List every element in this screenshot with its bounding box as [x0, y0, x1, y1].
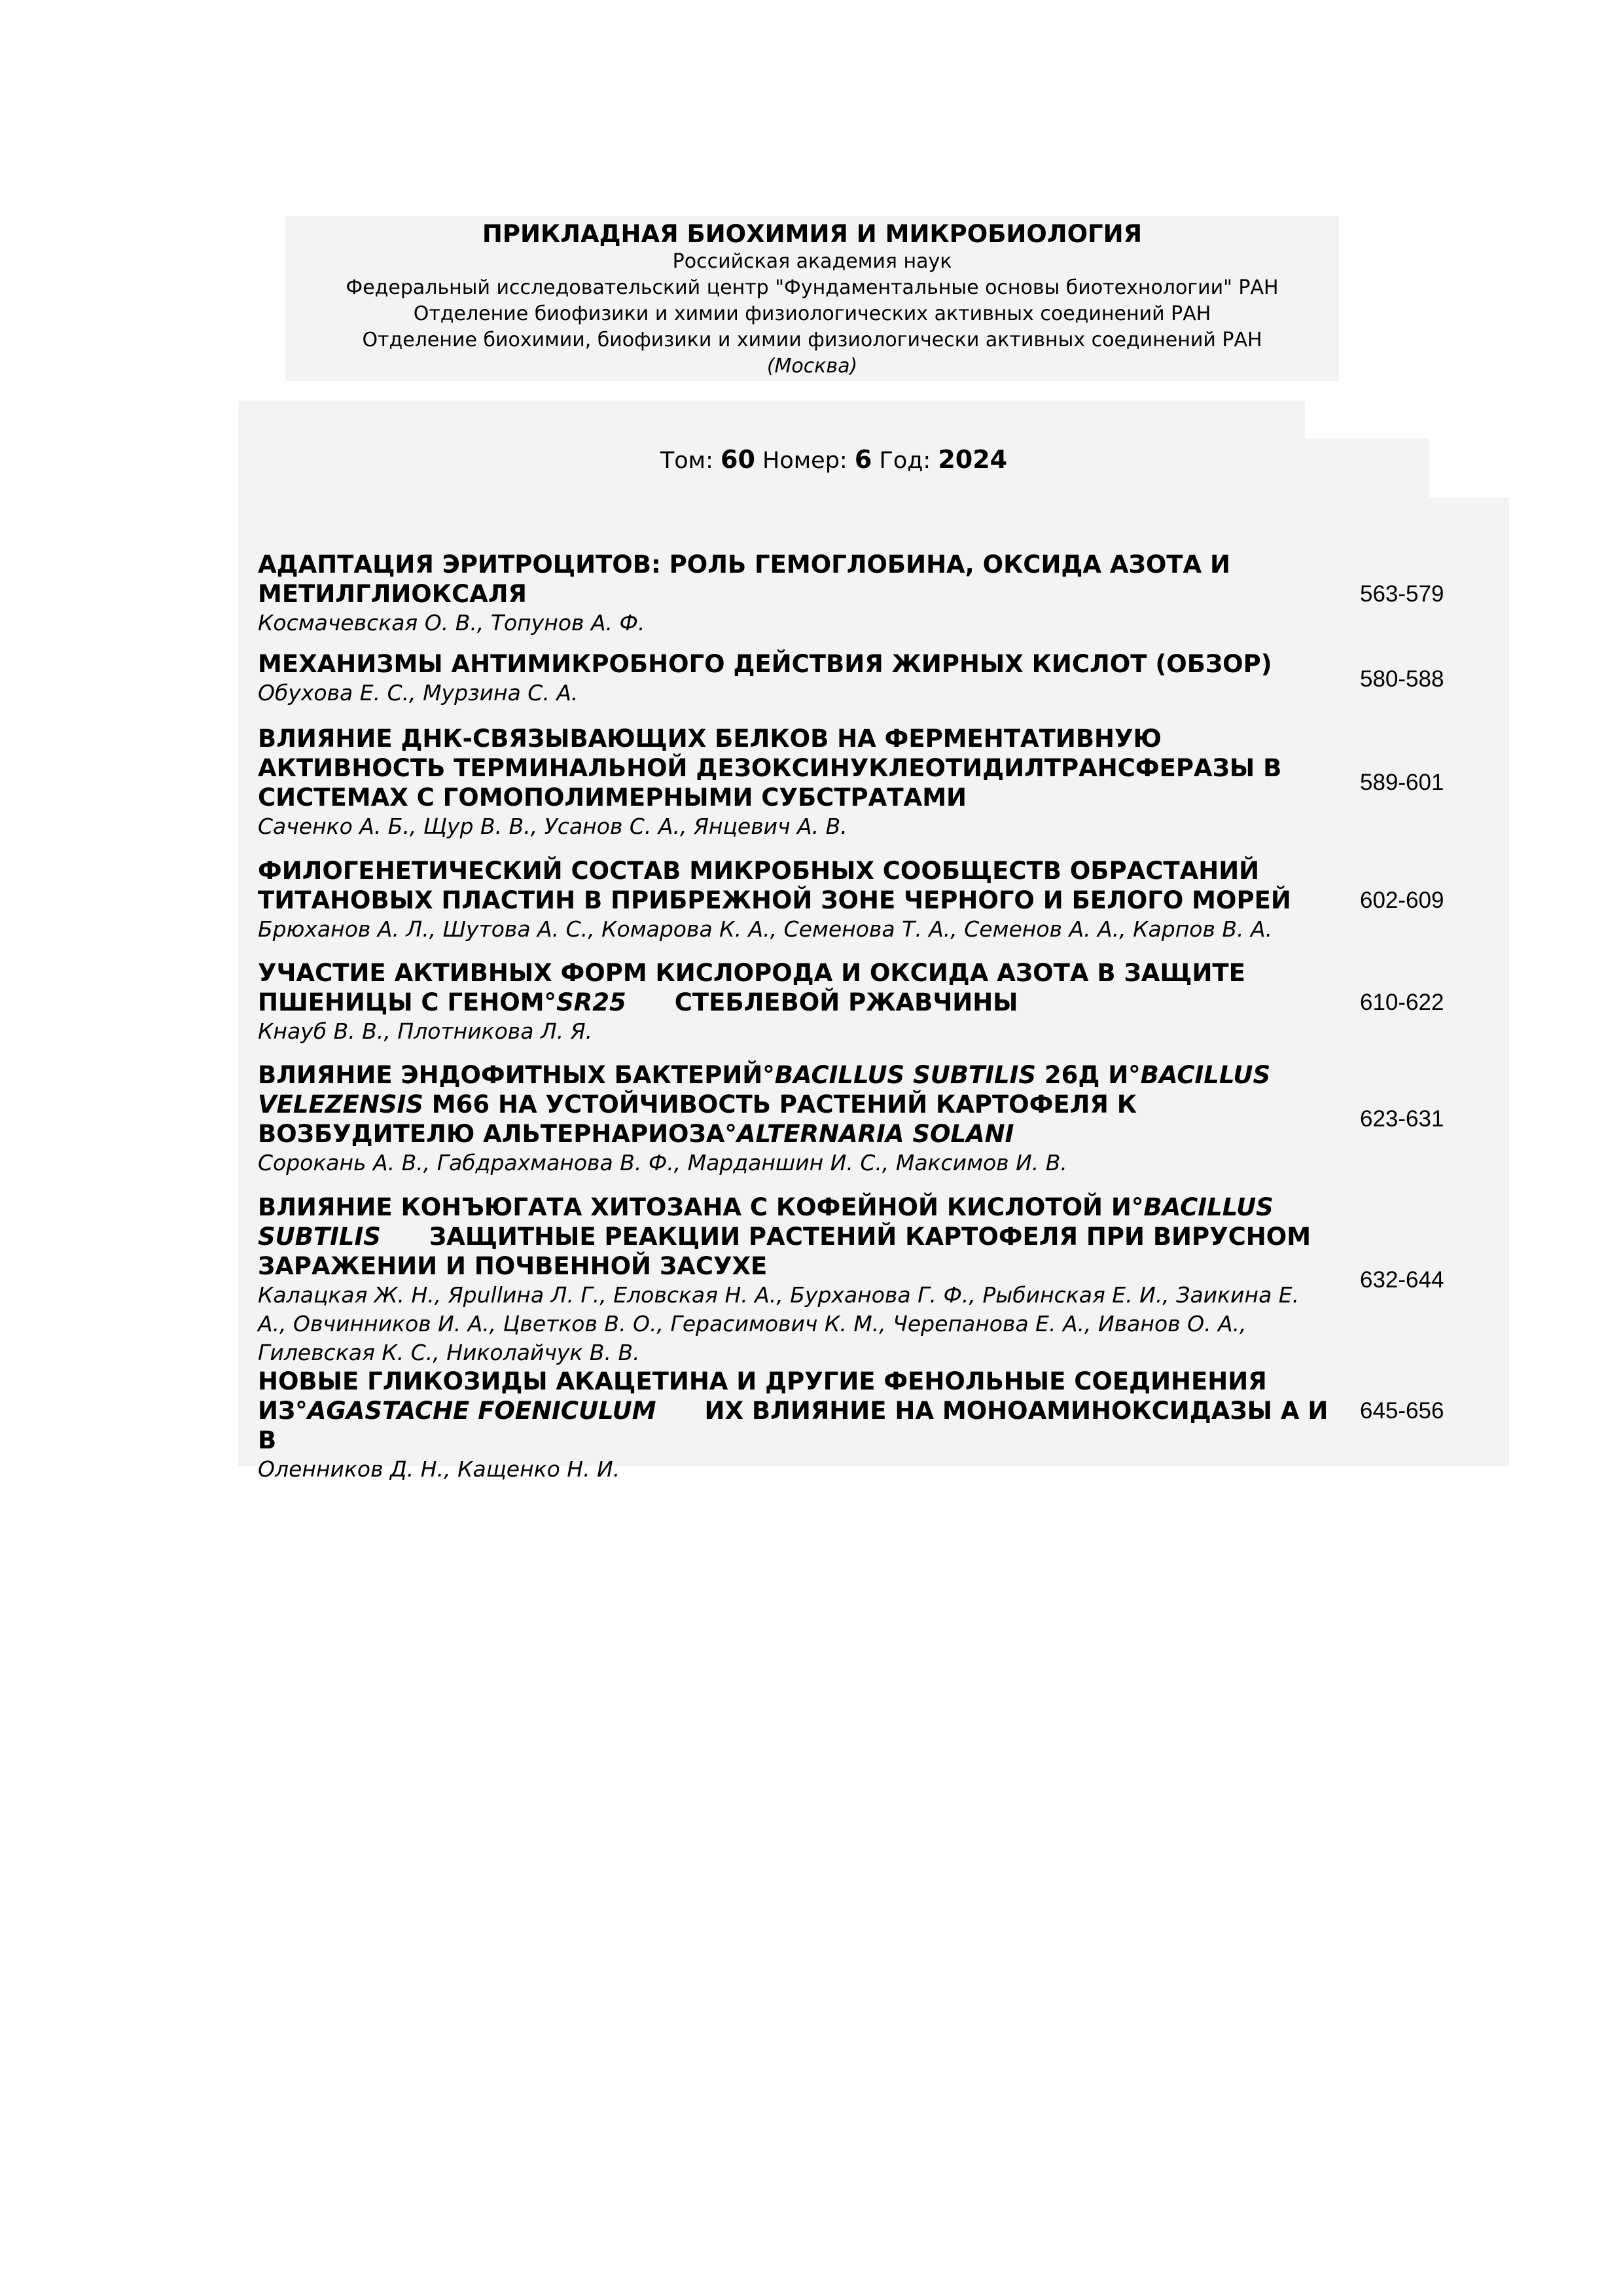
toc-entry[interactable]	[258, 1367, 1509, 1484]
article-pages: 580-588	[1360, 666, 1444, 692]
article-authors: Саченко А. Б., Щур В. В., Усанов С. А., Янцевич А. В.	[258, 814, 847, 839]
affiliation: Федеральный исследовательский центр "Фундаментальные основы биотехнологии" РАН	[346, 276, 1279, 299]
article-title[interactable]: НОВЫЕ ГЛИКОЗИДЫ АКАЦЕТИНА И ДРУГИЕ ФЕНОЛЬНЫЕ СОЕДИНЕНИЯ ИЗ°AGASTACHE FOENICULUM ИХ ВЛИЯНИЕ НА МОНОАМИНОКСИДАЗЫ А И В	[258, 1367, 1329, 1454]
volume-value: 60	[721, 445, 755, 474]
toc-entry[interactable]	[258, 958, 1509, 1046]
article-pages: 623-631	[1360, 1106, 1444, 1132]
article-authors: Космачевская О. В., Топунов А. Ф.	[258, 610, 645, 636]
affiliation: Российская академия наук	[672, 250, 952, 273]
article-title[interactable]: АДАПТАЦИЯ ЭРИТРОЦИТОВ: РОЛЬ ГЕМОГЛОБИНА, ОКСИДА АЗОТА И МЕТИЛГЛИОКСАЛЯ	[258, 550, 1230, 608]
year-label: Год:	[879, 448, 931, 474]
article-pages: 632-644	[1360, 1267, 1444, 1293]
affiliation: Отделение биохимии, биофизики и химии физиологически активных соединений РАН	[362, 329, 1262, 351]
article-pages: 563-579	[1360, 581, 1444, 607]
journal-header	[285, 216, 1339, 381]
affiliation: Отделение биофизики и химии физиологических активных соединений РАН	[413, 302, 1211, 325]
volume-label: Том:	[660, 448, 713, 474]
toc-entry[interactable]	[258, 856, 1509, 944]
article-pages: 602-609	[1360, 888, 1444, 913]
year-value: 2024	[938, 445, 1008, 474]
article-pages: 645-656	[1360, 1398, 1444, 1424]
article-title[interactable]: МЕХАНИЗМЫ АНТИМИКРОБНОГО ДЕЙСТВИЯ ЖИРНЫХ КИСЛОТ (ОБЗОР)	[258, 650, 1272, 678]
article-title[interactable]: ФИЛОГЕНЕТИЧЕСКИЙ СОСТАВ МИКРОБНЫХ СООБЩЕСТВ ОБРАСТАНИЙ ТИТАНОВЫХ ПЛАСТИН В ПРИБРЕЖНОЙ ЗОНЕ ЧЕРНОГО И БЕЛОГО МОРЕЙ	[258, 857, 1291, 914]
toc-entry[interactable]	[258, 1193, 1509, 1367]
article-authors: Оленников Д. Н., Кащенко Н. И.	[258, 1456, 620, 1482]
article-authors: Сорокань А. В., Габдрахманова В. Ф., Марданшин И. С., Максимов И. В.	[258, 1150, 1067, 1175]
issue-info	[238, 440, 1429, 480]
journal-city: (Москва)	[766, 355, 858, 378]
number-label: Номер:	[762, 448, 847, 474]
toc-entry[interactable]	[258, 550, 1509, 637]
article-title[interactable]: УЧАСТИЕ АКТИВНЫХ ФОРМ КИСЛОРОДА И ОКСИДА АЗОТА В ЗАЩИТЕ ПШЕНИЦЫ С ГЕНОМ°SR25 СТЕБЛЕВОЙ РЖАВЧИНЫ	[258, 959, 1245, 1016]
toc-entry[interactable]	[258, 1060, 1509, 1177]
article-title[interactable]: ВЛИЯНИЕ КОНЪЮГАТА ХИТОЗАНА С КОФЕЙНОЙ КИСЛОТОЙ И°BACILLUS SUBTILIS ЗАЩИТНЫЕ РЕАКЦИИ РАСТЕНИЙ КАРТОФЕЛЯ ПРИ ВИРУСНОМ ЗАРАЖЕНИИ И ПОЧВЕННОЙ ЗАСУХЕ	[258, 1193, 1311, 1280]
article-pages: 589-601	[1360, 770, 1444, 795]
article-title[interactable]: ВЛИЯНИЕ ЭНДОФИТНЫХ БАКТЕРИЙ°BACILLUS SUBTILIS 26Д И°BACILLUS VELEZENSIS М66 НА УСТОЙЧИВОСТЬ РАСТЕНИЙ КАРТОФЕЛЯ К ВОЗБУДИТЕЛЮ АЛЬТЕРНАРИОЗА°ALTERNARIA SOLANI	[258, 1061, 1271, 1148]
article-authors: Обухова Е. С., Мурзина С. А.	[258, 680, 579, 706]
article-authors: Кнауб В. В., Плотникова Л. Я.	[258, 1018, 593, 1044]
article-title[interactable]: ВЛИЯНИЕ ДНК-СВЯЗЫВАЮЩИХ БЕЛКОВ НА ФЕРМЕНТАТИВНУЮ АКТИВНОСТЬ ТЕРМИНАЛЬНОЙ ДЕЗОКСИНУКЛЕОТИДИЛТРАНСФЕРАЗЫ В СИСТЕМАХ С ГОМОПОЛИМЕРНЫМИ СУБСТРАТАМИ	[258, 725, 1282, 812]
toc-entry[interactable]	[258, 649, 1509, 708]
article-pages: 610-622	[1360, 990, 1444, 1015]
table-of-contents	[238, 497, 1509, 1482]
article-authors: Калацкая Ж. Н., Ярullина Л. Г., Еловская Н. А., Бурханова Г. Ф., Рыбинская Е. И., Заикина Е. А., Овчинников И. А., Цветков В. О., Герасимович К. М., Черепанова Е. А., Иванов О. А., Гилевская К. С., Николайчук В. В.	[258, 1282, 1300, 1365]
toc-entry[interactable]	[258, 724, 1509, 841]
article-authors: Брюханов А. Л., Шутова А. С., Комарова К. А., Семенова Т. А., Семенов А. А., Карпов В. А.	[258, 916, 1273, 942]
number-value: 6	[854, 445, 872, 474]
journal-title: ПРИКЛАДНАЯ БИОХИМИЯ И МИКРОБИОЛОГИЯ	[482, 220, 1143, 248]
